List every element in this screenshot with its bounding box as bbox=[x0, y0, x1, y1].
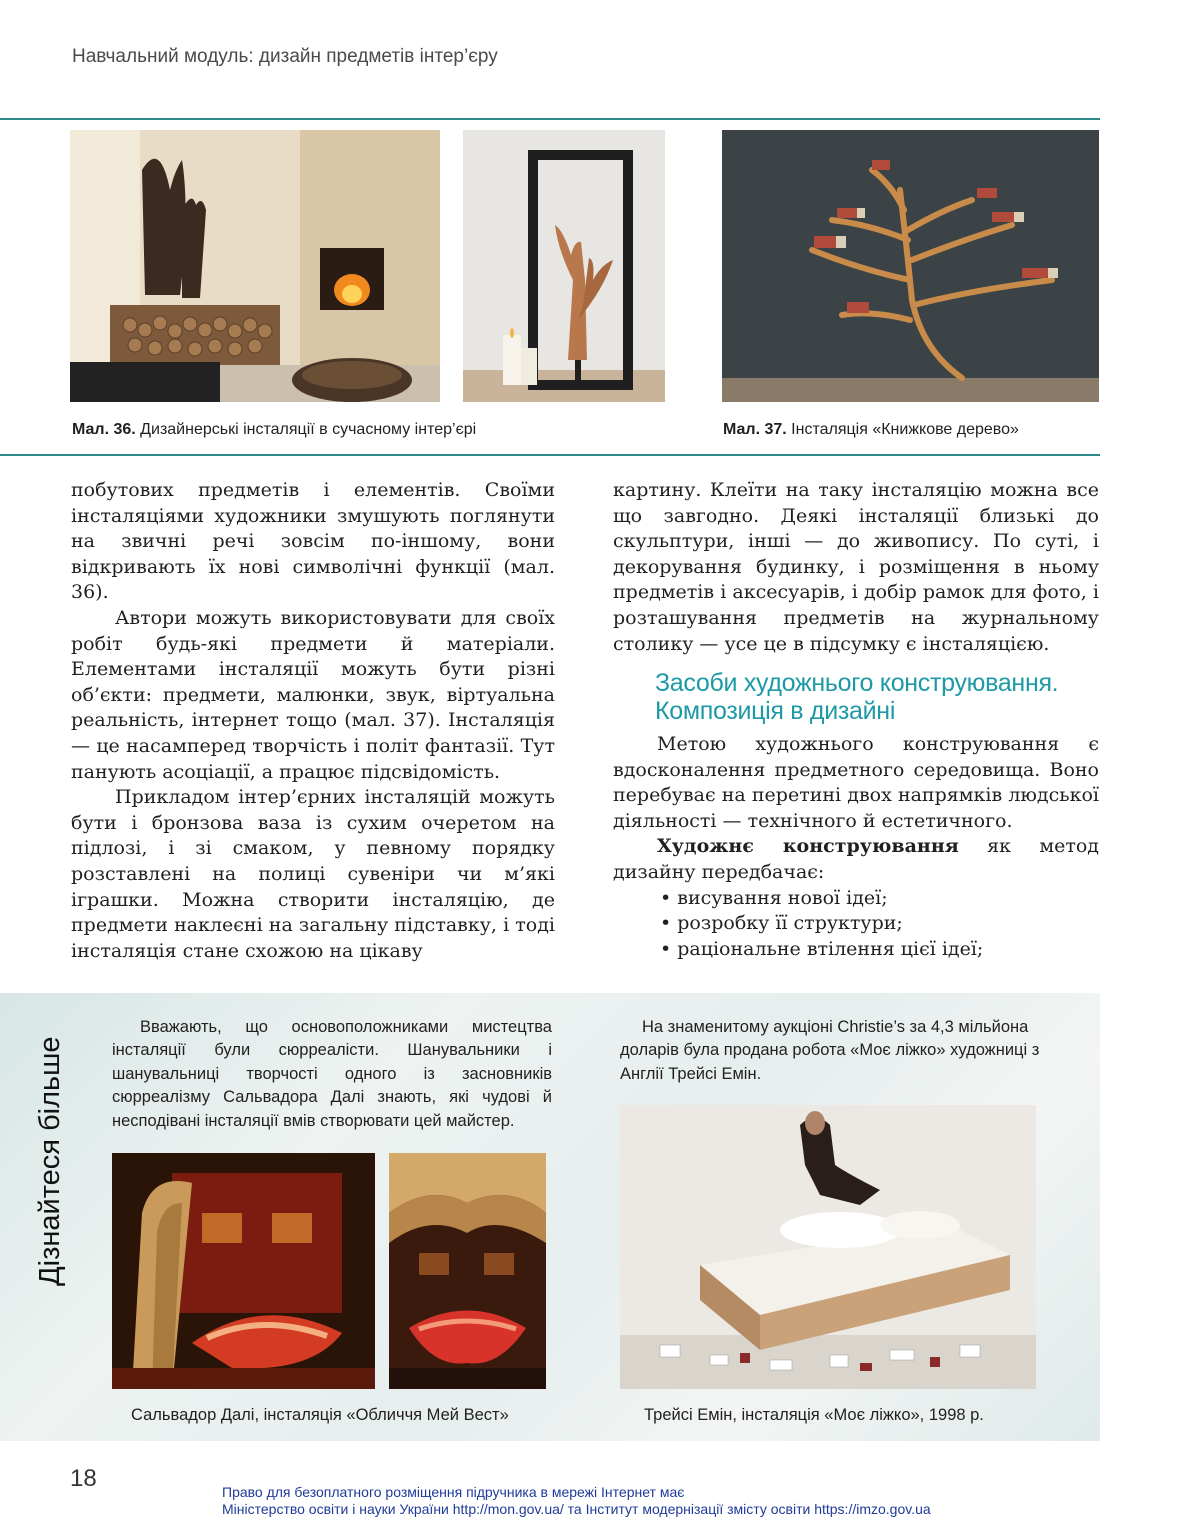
header-rule bbox=[0, 118, 1100, 120]
left-paragraph-2: Автори можуть використовувати для своїх робіт будь-які предмети й матеріали. Елементами інсталяції можуть бути різні об’єкти: предмети, малюнки, звук, віртуальна реальність, інтернет тощо (мал. 37). Інсталяція — це насамперед творчість і політ фантазії. Тут панують асоціації, а працює підсвідомість. bbox=[71, 606, 555, 783]
fireplace-interior-photo bbox=[70, 130, 440, 402]
bullet-item: • висування нової ідеї; bbox=[660, 886, 888, 909]
right-paragraph-3-rest: як метод дизайну передбачає: bbox=[613, 835, 1099, 883]
figures-rule bbox=[0, 454, 1100, 456]
figure-37-label: Мал. 37. bbox=[723, 421, 787, 438]
emin-caption: Трейсі Емін, інсталяція «Моє ліжко», 1998 р. bbox=[644, 1406, 984, 1424]
section-heading-line-2: Композиція в дизайні bbox=[655, 697, 896, 725]
panel-right-text bbox=[620, 1016, 1040, 1086]
license-footer-line-2: Міністерство освіти і науки України http://mon.gov.ua/ та Інститут модернізації змісту освіти https://imzo.gov.ua bbox=[222, 1501, 931, 1517]
license-footer-line-1: Право для безоплатного розміщення підручника в мережі Інтернет має bbox=[222, 1484, 685, 1500]
figure-36-label: Мал. 36. bbox=[72, 421, 136, 438]
learn-more-side-title-text: Дізнайтеся більше bbox=[34, 1036, 66, 1286]
license-footer bbox=[222, 1484, 931, 1518]
right-column-bottom bbox=[613, 732, 1099, 962]
learn-more-side-title bbox=[22, 1028, 70, 1286]
figure-37-text: Інсталяція «Книжкове дерево» bbox=[791, 421, 1019, 438]
figure-36-caption bbox=[72, 421, 476, 439]
book-tree-photo bbox=[722, 130, 1099, 402]
dali-installation-photo-2 bbox=[389, 1153, 546, 1389]
hand-sculpture-photo bbox=[463, 130, 665, 402]
method-bullet-list bbox=[613, 886, 1099, 963]
my-bed-installation-photo bbox=[620, 1105, 1036, 1389]
left-paragraph-3: Прикладом інтер’єрних інсталяцій можуть бути і бронзова ваза із сухим очеретом на підлозі, і зі смаком, у певному порядку розставлені на полиці сувеніри чи м’які іграшки. Можна створити інсталяцію, де предмети наклеєні на загальну підставку, і тоді інсталяція стане схожою на цікаву bbox=[71, 786, 555, 962]
panel-left-text bbox=[112, 1016, 552, 1133]
right-paragraph-2: Метою художнього конструювання є вдосконалення предметного середовища. Воно перебуває на перетині двох напрямків людської діяльності — технічного й естетичного. bbox=[613, 733, 1099, 832]
right-column-top bbox=[613, 478, 1099, 657]
right-paragraph-3-bold: Художнє конструювання bbox=[657, 835, 959, 858]
figure-37-caption bbox=[723, 421, 1019, 439]
page-number: 18 bbox=[70, 1465, 97, 1492]
left-paragraph-1: побутових предметів і елементів. Своїми інсталяціями художники змушують поглянути на звичні речі зовсім по-іншому, вони відкривають їх нові символічні функції (мал. 36). bbox=[71, 479, 555, 604]
bullet-item: • раціональне втілення цієї ідеї; bbox=[660, 937, 984, 960]
figure-36-text: Дизайнерські інсталяції в сучасному інтер’єрі bbox=[140, 421, 477, 438]
bullet-item: • розробку її структури; bbox=[660, 912, 903, 935]
dali-caption: Сальвадор Далі, інсталяція «Обличчя Мей Вест» bbox=[131, 1406, 509, 1424]
section-heading bbox=[655, 669, 1058, 725]
left-column bbox=[71, 478, 555, 964]
dali-installation-photo-1 bbox=[112, 1153, 375, 1389]
right-paragraph-3 bbox=[613, 834, 1099, 885]
panel-right-paragraph: На знаменитому аукціоні Christie’s за 4,3 мільйона доларів була продана робота «Моє ліжко» художниці з Англії Трейсі Емін. bbox=[620, 1018, 1040, 1083]
right-paragraph-1: картину. Клеїти на таку інсталяцію можна все що завгодно. Деякі інсталяції близькі до скульптури, інші — до живопису. По суті, і декорування будинку, і розміщення в ньому предметів і аксесуарів, і добір рамок для фото, і розташування предметів на журнальному столику — усе це в підсумку є інсталяцією. bbox=[613, 479, 1099, 655]
panel-left-paragraph: Вважають, що основоположниками мистецтва інсталяції були сюрреалісти. Шанувальники і шанувальниці творчості одного із засновників сюрреалізму Сальвадора Далі знають, які чудові й несподівані інсталяції вмів створювати цей майстер. bbox=[112, 1018, 552, 1130]
section-heading-line-1: Засоби художнього конструювання. bbox=[655, 669, 1059, 697]
page-header-title: Навчальний модуль: дизайн предметів інтер’єру bbox=[72, 46, 498, 67]
